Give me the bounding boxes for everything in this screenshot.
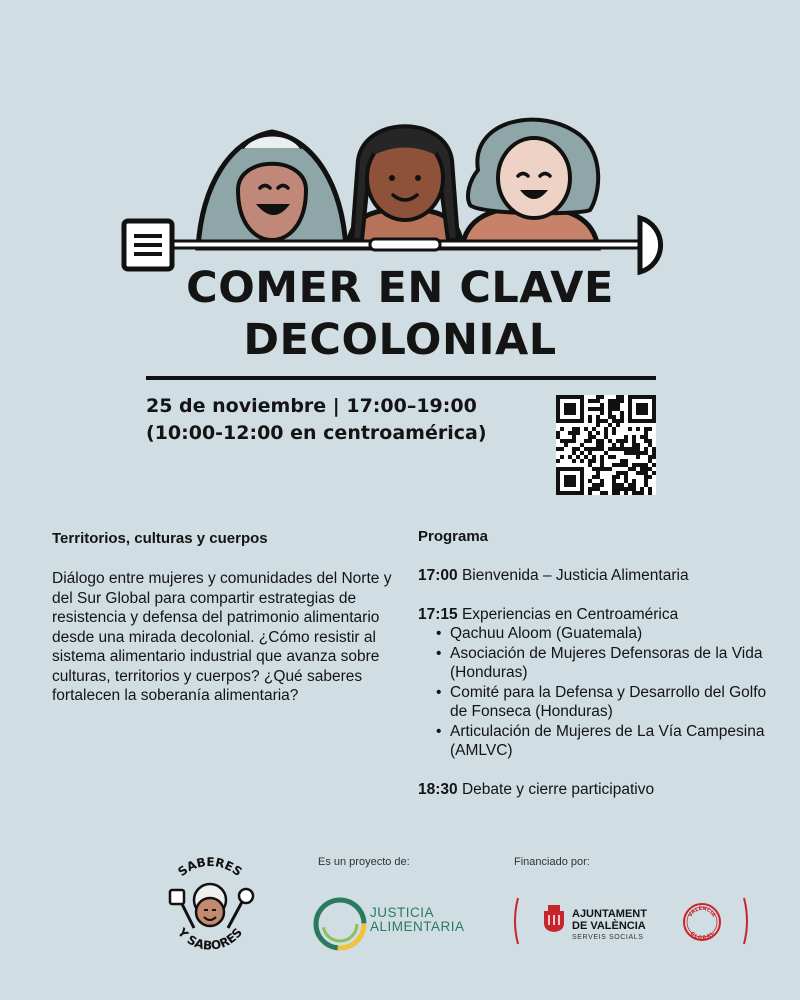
event-date: 25 de noviembre | 17:00–19:00 (146, 395, 477, 417)
logo-top-text: SABERES (175, 854, 245, 880)
woman-braids-icon (348, 126, 462, 248)
ajuntament-text (572, 908, 647, 932)
program-subitem: • Comité para la Defensa y Desarrollo del Golfo de Fonseca (Honduras) (418, 683, 768, 722)
red-bracket-right (742, 896, 750, 946)
program-label: Experiencias en Centroamérica (461, 605, 679, 623)
program-time: 17:15 (418, 605, 458, 623)
program-subitems (418, 624, 768, 761)
program-list (418, 566, 768, 818)
event-datetime (146, 393, 487, 447)
grandmother-icon (194, 884, 226, 926)
event-alt-time: (10:00-12:00 en centroamérica) (146, 422, 487, 444)
logo-bottom-text: Y SABORES (174, 925, 246, 953)
program-subitem: • Qachuu Aloom (Guatemala) (418, 624, 768, 644)
program-time: 17:00 (418, 567, 458, 584)
valencia-global-seal (682, 902, 722, 942)
funded-label: Financiado por: (514, 856, 590, 868)
qr-code[interactable] (556, 395, 656, 495)
justicia-alimentaria-logo-mark (312, 896, 368, 952)
svg-text:SABERES (175, 855, 244, 879)
ajuntament-line-1: AJUNTAMENT (572, 908, 647, 920)
program-label: Debate y cierre participativo (461, 780, 655, 798)
ladle-icon (228, 889, 253, 928)
seal-top-text: VALÈNCIA (687, 905, 717, 919)
svg-text:Y SABORES (174, 925, 245, 953)
saberes-y-sabores-logo (150, 850, 270, 970)
project-label: Es un proyecto de: (318, 856, 410, 868)
justicia-line-1: JUSTICIA (370, 905, 435, 920)
program-label: Bienvenida – Justicia Alimentaria (461, 567, 689, 584)
event-description: Diálogo entre mujeres y comunidades del Norte y del Sur Global para compartir estrategias de resistencia y defensa del patrimonio alimentario desde una mirada decolonial. ¿Cómo resistir al sistema alimentario industrial que avanza sobre culturas, territorios y cuerpos? ¿Qué saberes fortalecen la soberanía alimentaria? (52, 570, 392, 704)
woman-grey-hair-icon (462, 120, 598, 248)
program-subitem: • Asociación de Mujeres Defensoras de la Vida (Honduras) (418, 644, 768, 683)
women-illustration (110, 100, 690, 275)
spatula-icon (170, 890, 194, 928)
title-divider (146, 376, 656, 380)
title-line-1: COMER EN CLAVE (186, 263, 614, 313)
program-item (418, 780, 768, 800)
program-subitem: • Articulación de Mujeres de La Vía Campesina (AMLVC) (418, 722, 768, 761)
section-heading-territorios: Territorios, culturas y cuerpos (52, 530, 268, 547)
justicia-alimentaria-text (370, 906, 465, 934)
valencia-crest-icon (540, 903, 568, 933)
program-item (418, 605, 768, 761)
seal-bottom-text: GLOBAL (688, 930, 716, 942)
program-item (418, 566, 768, 586)
red-bracket-left (512, 896, 520, 946)
justicia-line-2: ALIMENTARIA (370, 919, 465, 934)
ajuntament-subtitle: SERVEIS SOCIALS (572, 934, 644, 941)
program-heading: Programa (418, 528, 489, 545)
title-line-2: DECOLONIAL (243, 315, 557, 365)
ajuntament-line-2: DE VALÈNCIA (572, 920, 646, 932)
program-time: 18:30 (418, 780, 458, 798)
woman-hijab-icon (198, 132, 346, 248)
event-title (0, 262, 800, 366)
